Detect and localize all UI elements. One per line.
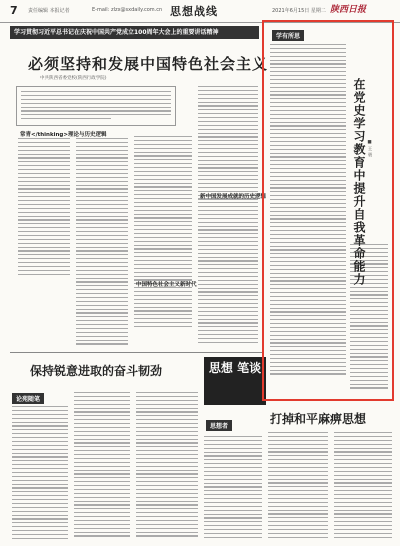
calligraphy-logo: 思想 笔谈 [204, 357, 266, 405]
section-title: 思想战线 [170, 5, 218, 18]
body-column [270, 44, 346, 382]
topic-banner: 学习贯彻习近平总书记在庆祝中国共产党成立100周年大会上的重要讲话精神 [10, 26, 259, 39]
subheading: 中国特色社会主义新时代 [136, 282, 197, 288]
body-column [136, 392, 198, 542]
main-article-byline: 中共陕西省委党校(陕西行政学院) [40, 76, 107, 81]
article-3-tag: 思想者 [206, 420, 232, 431]
featured-article-highlight[interactable] [262, 20, 394, 401]
body-column [74, 392, 130, 542]
featured-article-tag: 学有所思 [272, 30, 304, 41]
page-number: 7 [10, 4, 18, 17]
editor-line: 责任编辑 本报记者 [28, 8, 70, 14]
featured-article-author: ■ 王 勇 [367, 140, 372, 157]
body-column [18, 138, 70, 278]
subheading: 新中国发展成就的历史逻辑 [200, 194, 267, 200]
body-column [268, 432, 328, 542]
divider [10, 352, 262, 353]
body-column [134, 86, 192, 348]
featured-article-title: 在党史学习教育中提升自我革命能力 [352, 78, 366, 286]
main-article-title: 必须坚持和发展中国特色社会主义 [28, 55, 269, 73]
article-3-title: 打掉和平麻痹思想 [270, 412, 367, 426]
body-column [204, 436, 262, 542]
masthead-logo: 陕西日报 [330, 5, 367, 15]
email-line: E-mail: zlzx@sxdaily.com.cn [92, 7, 163, 13]
article-2-title: 保持锐意进取的奋斗韧劲 [30, 364, 163, 378]
article-2-tag: 论苑随笔 [12, 393, 44, 404]
subheading: 常青</thinking>理论与历史逻辑 [20, 132, 107, 138]
body-column [12, 406, 68, 542]
body-column [76, 138, 128, 348]
body-column [334, 432, 392, 542]
body-column [198, 86, 258, 348]
issue-date: 2021年6月15日 星期二 [272, 8, 326, 14]
